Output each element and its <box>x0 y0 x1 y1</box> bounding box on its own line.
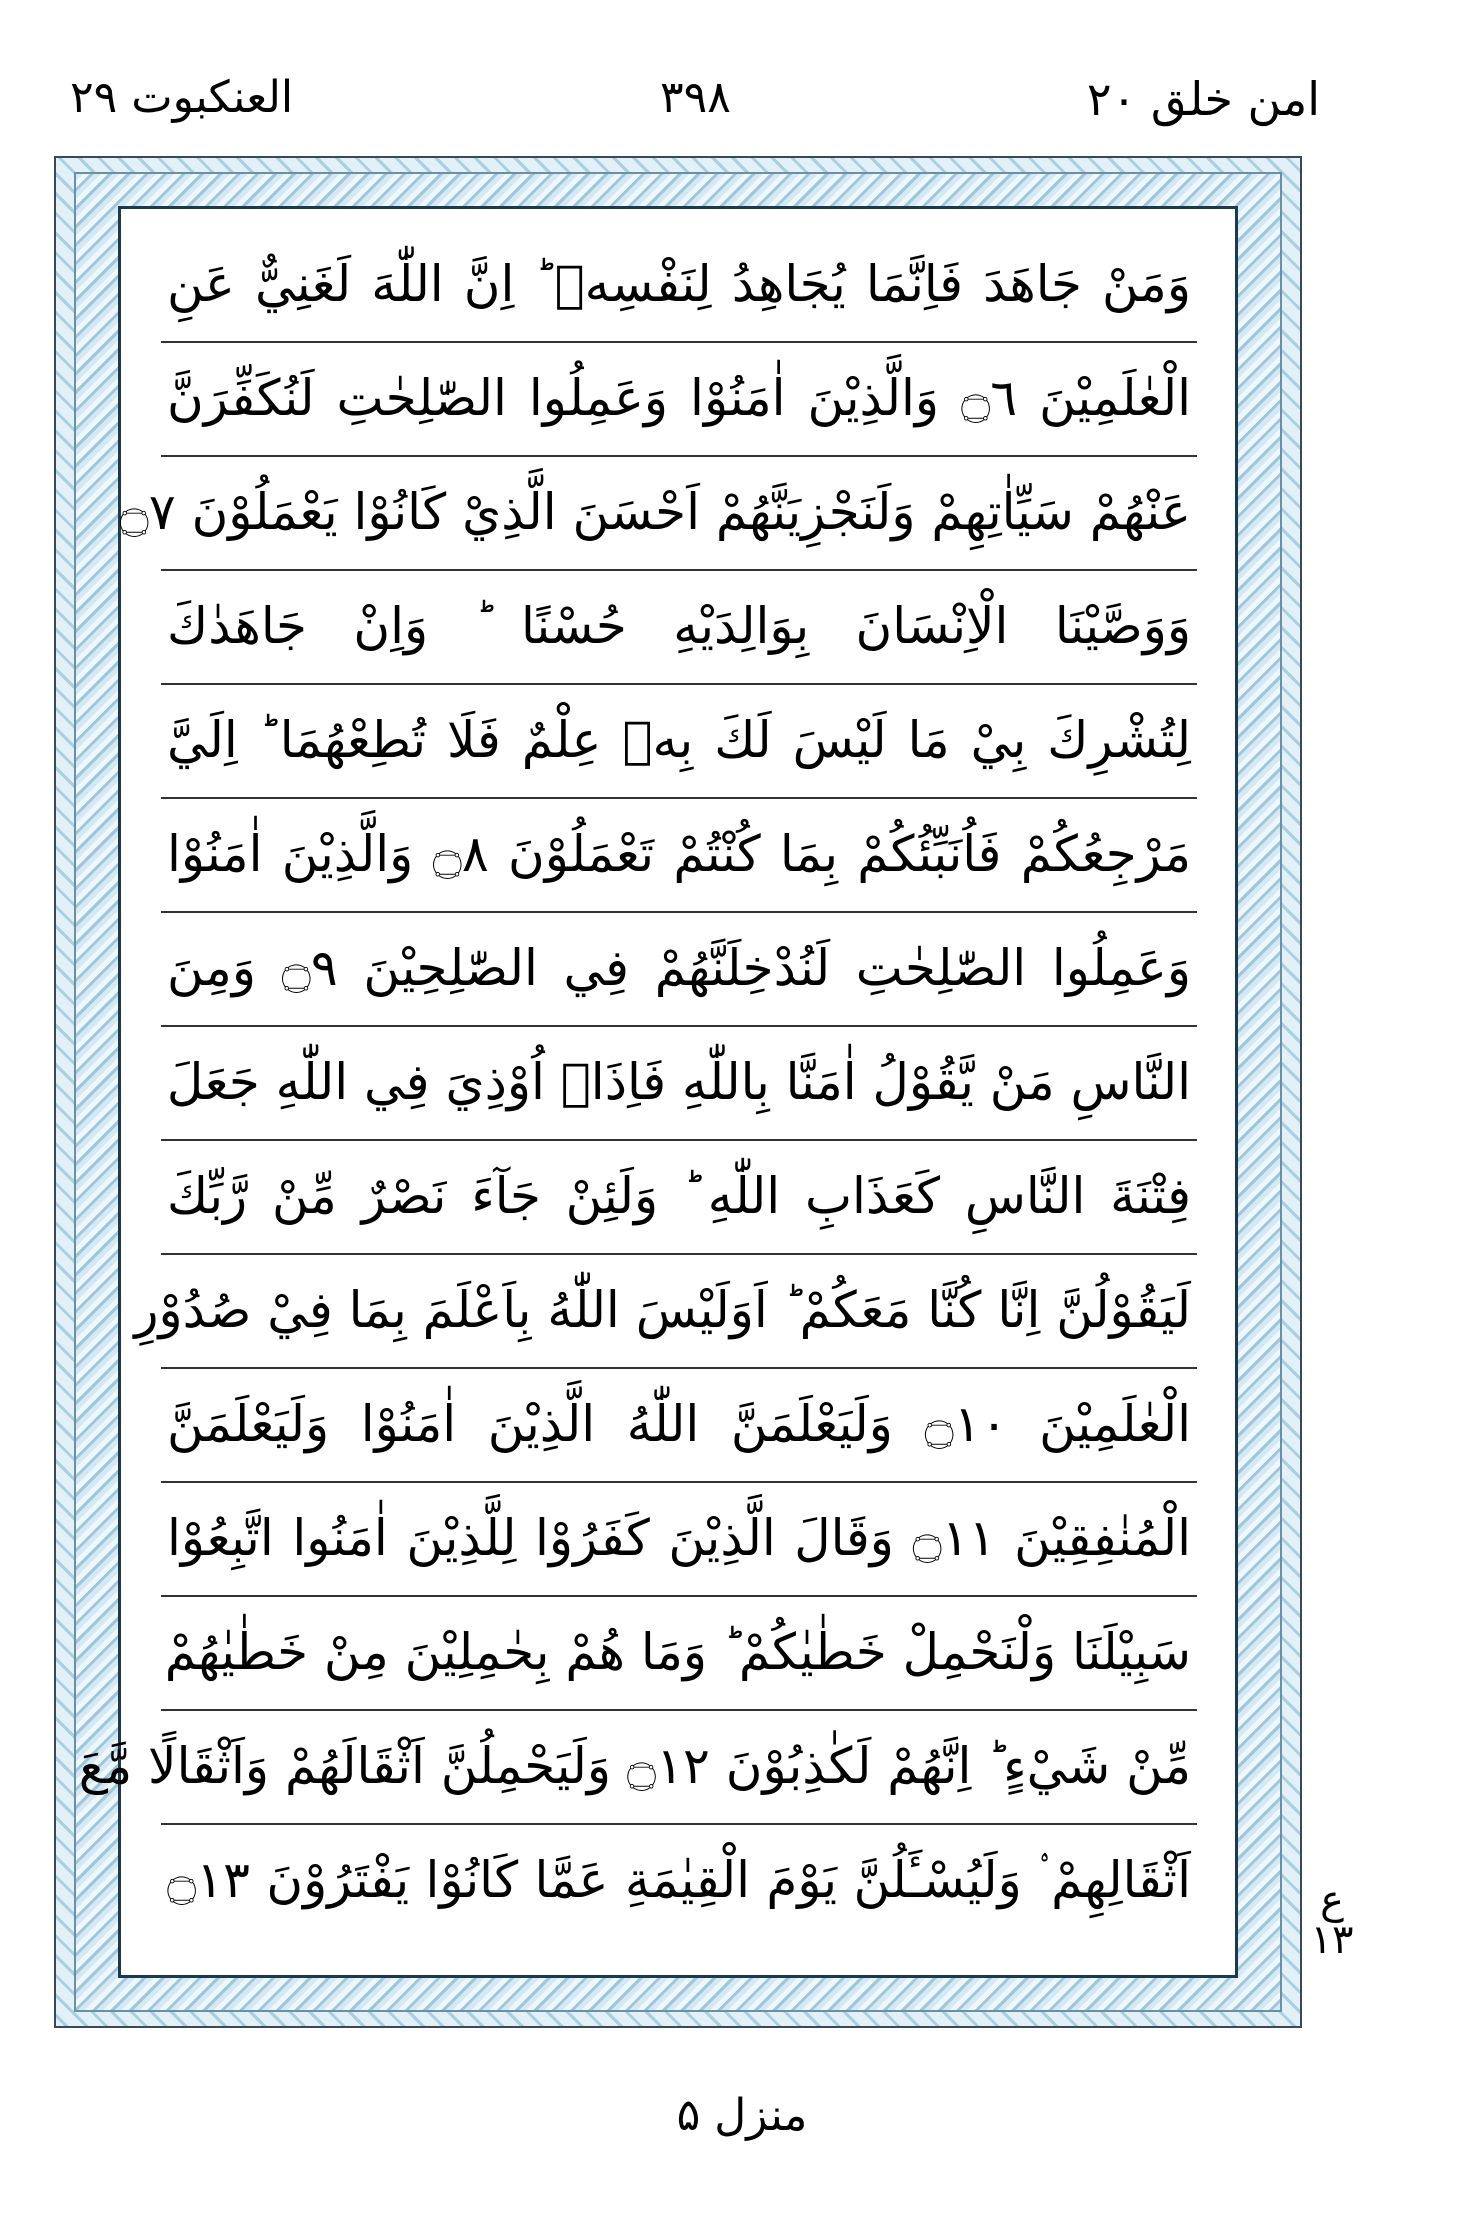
surah-name: العنکبوت ۲۹ <box>70 72 294 123</box>
verse-line: مَرْجِعُكُمْ فَاُنَبِّئُكُمْ بِمَا كُنْتُمْ تَعْمَلُوْنَ ۝٨ وَالَّذِيْنَ اٰمَنُوْا <box>161 799 1197 913</box>
verse-line: مِّنْ شَيْءٍ ؕ اِنَّهُمْ لَكٰذِبُوْنَ ۝١٢ وَلَيَحْمِلُنَّ اَثْقَالَهُمْ وَاَثْقَالًا مَّعَ <box>161 1711 1197 1825</box>
page-header <box>70 60 1320 150</box>
verse-line: الْعٰلَمِيْنَ ۝١٠ وَلَيَعْلَمَنَّ اللّٰهُ الَّذِيْنَ اٰمَنُوْا وَلَيَعْلَمَنَّ <box>161 1369 1197 1483</box>
verse-line: لَيَقُوْلُنَّ اِنَّا كُنَّا مَعَكُمْ ؕ اَوَلَيْسَ اللّٰهُ بِاَعْلَمَ بِمَا فِيْ صُدُوْرِ <box>161 1255 1197 1369</box>
para-name: امن خلق ۲۰ <box>1086 72 1320 126</box>
verse-line: لِتُشْرِكَ بِيْ مَا لَيْسَ لَكَ بِهٖ عِلْمٌ فَلَا تُطِعْهُمَا ؕ اِلَيَّ <box>161 685 1197 799</box>
verse-line: اَثْقَالِهِمْ ۟ وَلَيُسْـَٔلُنَّ يَوْمَ الْقِيٰمَةِ عَمَّا كَانُوْا يَفْتَرُوْنَ ۝١٣ <box>167 1851 1191 1909</box>
verse-line: فِتْنَةَ النَّاسِ كَعَذَابِ اللّٰهِ ؕ وَلَئِنْ جَآءَ نَصْرٌ مِّنْ رَّبِّكَ <box>161 1141 1197 1255</box>
verse-line: وَعَمِلُوا الصّٰلِحٰتِ لَنُدْخِلَنَّهُمْ فِي الصّٰلِحِيْنَ ۝٩ وَمِنَ <box>161 913 1197 1027</box>
verse-line: سَبِيْلَنَا وَلْنَحْمِلْ خَطٰيٰكُمْ ؕ وَمَا هُمْ بِحٰمِلِيْنَ مِنْ خَطٰيٰهُمْ <box>161 1597 1197 1711</box>
ornamental-border <box>54 156 1302 2028</box>
page-number: ۳۹۸ <box>660 72 731 123</box>
verse-line: وَمَنْ جَاهَدَ فَاِنَّمَا يُجَاهِدُ لِنَفْسِهٖ ؕ اِنَّ اللّٰهَ لَغَنِيٌّ عَنِ <box>161 229 1197 343</box>
verse-block <box>78 229 1197 1961</box>
verse-line: النَّاسِ مَنْ يَّقُوْلُ اٰمَنَّا بِاللّٰهِ فَاِذَاۤ اُوْذِيَ فِي اللّٰهِ جَعَلَ <box>161 1027 1197 1141</box>
text-frame <box>78 206 1238 1978</box>
verse-line: عَنْهُمْ سَيِّاٰتِهِمْ وَلَنَجْزِيَنَّهُمْ اَحْسَنَ الَّذِيْ كَانُوْا يَعْمَلُوْنَ ۝٧ <box>161 457 1197 571</box>
verse-line: وَوَصَّيْنَا الْاِنْسَانَ بِوَالِدَيْهِ حُسْنًا ؕ وَاِنْ جَاهَدٰكَ <box>161 571 1197 685</box>
verse-line: الْعٰلَمِيْنَ ۝٦ وَالَّذِيْنَ اٰمَنُوْا وَعَمِلُوا الصّٰلِحٰتِ لَنُكَفِّرَنَّ <box>161 343 1197 457</box>
verse-line: الْمُنٰفِقِيْنَ ۝١١ وَقَالَ الَّذِيْنَ كَفَرُوْا لِلَّذِيْنَ اٰمَنُوا اتَّبِعُوْا <box>161 1483 1197 1597</box>
manzil-label: منزل ۵ <box>676 2090 808 2141</box>
ruku-marker: ع ۱۳ <box>1310 1877 1354 1963</box>
